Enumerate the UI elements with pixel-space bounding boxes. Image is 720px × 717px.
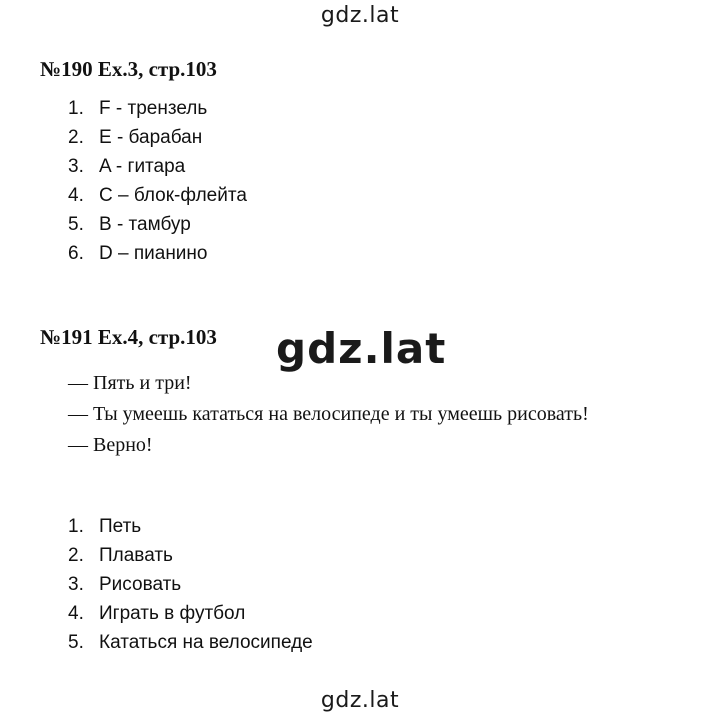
dialog-line: — Верно! [68, 434, 153, 456]
list-item [68, 541, 313, 570]
exercise-191-dialog [68, 368, 589, 461]
item-text: C – блок-флейта [99, 185, 247, 206]
list-item [68, 239, 247, 268]
list-item [68, 123, 247, 152]
watermark-middle: gdz.lat [276, 324, 447, 373]
item-text: E - барабан [99, 127, 203, 148]
list-item [68, 94, 247, 123]
dialog-line: — Ты умеешь кататься на велосипеде и ты умеешь рисовать! [68, 403, 589, 425]
item-number: 3. [68, 156, 84, 177]
item-number: 1. [68, 98, 84, 119]
item-number: 5. [68, 632, 84, 653]
list-item [68, 512, 313, 541]
item-text: Играть в футбол [99, 603, 246, 624]
list-item [68, 152, 247, 181]
item-number: 6. [68, 243, 84, 264]
item-number: 4. [68, 185, 84, 206]
item-number: 1. [68, 516, 84, 537]
dialog-line: — Пять и три! [68, 372, 192, 394]
exercise-191-answer-list [68, 512, 313, 657]
item-text: Плавать [99, 545, 173, 566]
list-item [68, 628, 313, 657]
item-text: Рисовать [99, 574, 182, 595]
item-number: 2. [68, 127, 84, 148]
item-text: F - трензель [99, 98, 208, 119]
item-number: 3. [68, 574, 84, 595]
list-item [68, 181, 247, 210]
item-text: A - гитара [99, 156, 186, 177]
item-text: D – пианино [99, 243, 208, 264]
item-number: 2. [68, 545, 84, 566]
list-item [68, 570, 313, 599]
watermark-bottom: gdz.lat [320, 688, 400, 713]
watermark-top: gdz.lat [320, 3, 400, 28]
item-text: B - тамбур [99, 214, 191, 235]
item-number: 5. [68, 214, 84, 235]
item-text: Кататься на велосипеде [99, 632, 313, 653]
item-number: 4. [68, 603, 84, 624]
list-item [68, 599, 313, 628]
exercise-191-heading: №191 Ex.4, стр.103 [40, 325, 217, 349]
exercise-190-heading: №190 Ex.3, стр.103 [40, 57, 217, 81]
exercise-190-answer-list [68, 94, 247, 268]
item-text: Петь [99, 516, 142, 537]
list-item [68, 210, 247, 239]
